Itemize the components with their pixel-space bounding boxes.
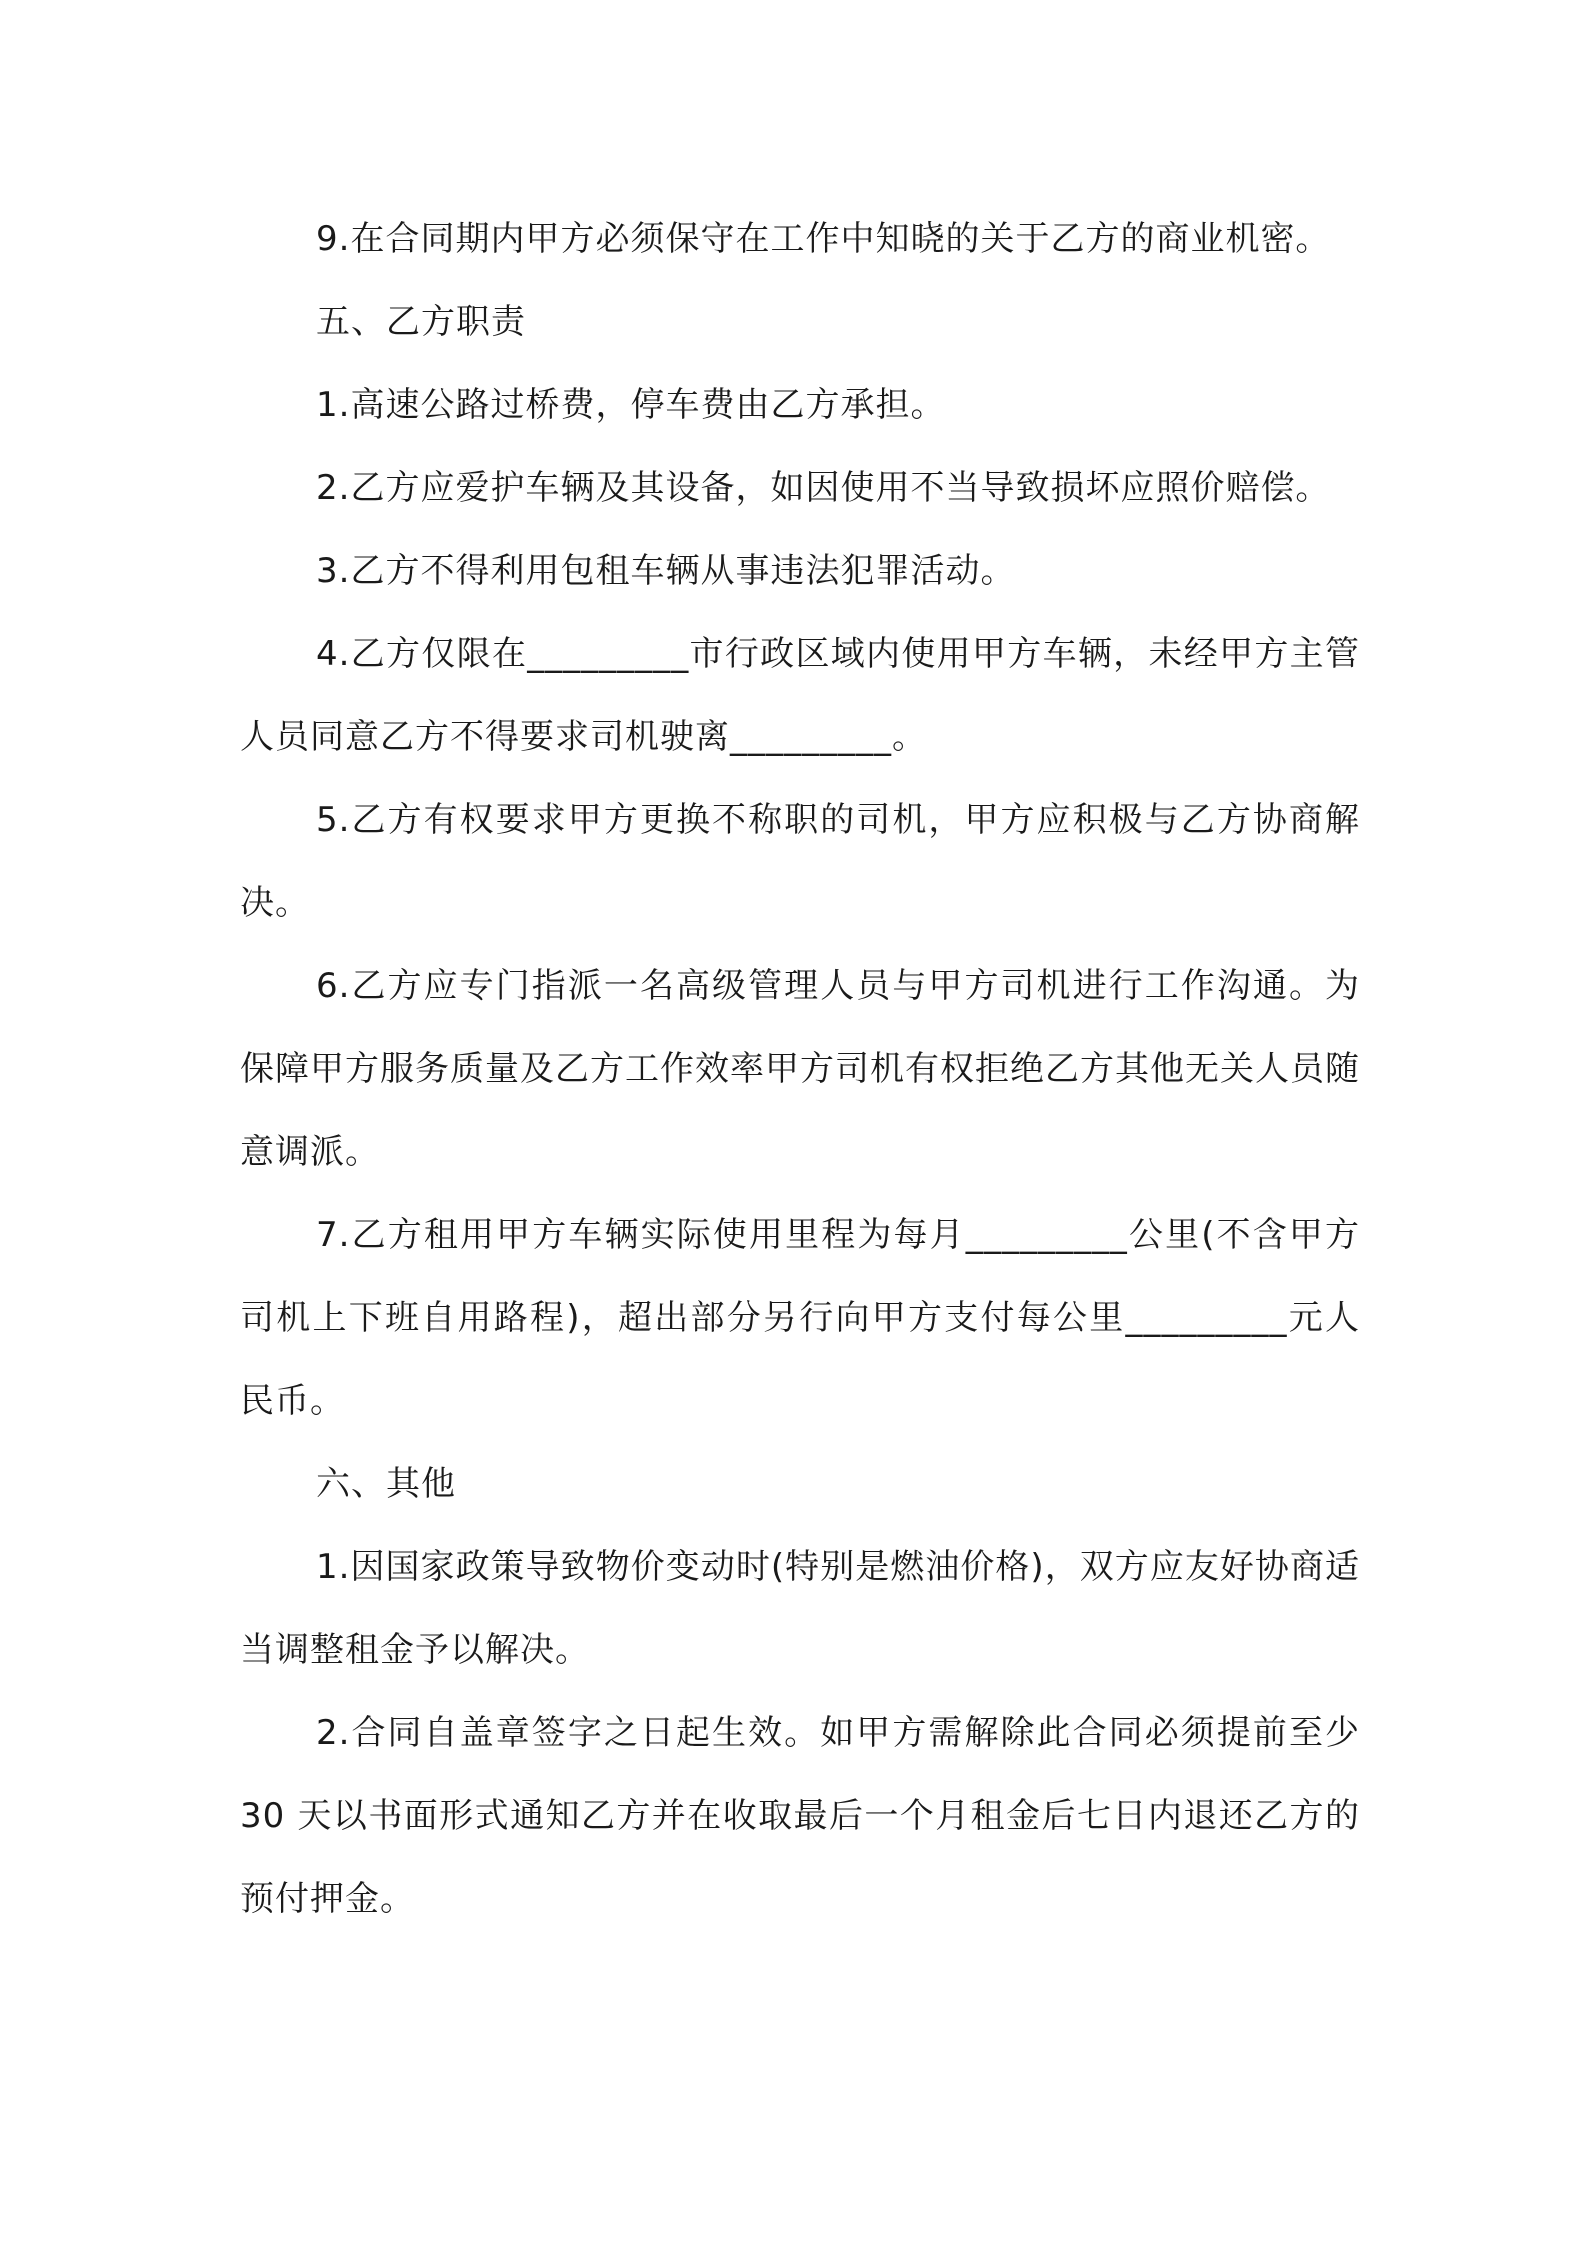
section5-heading: 五、乙方职责 (316, 302, 526, 342)
section5-item-3: 3.乙方不得利用包租车辆从事违法犯罪活动。 (316, 551, 1016, 591)
section5-item-4: 4.乙方仅限在_________市行政区域内使用甲方车辆，未经甲方主管人员同意乙方不得要求司机驶离_________。 (240, 634, 1360, 757)
section5-item-7: 7.乙方租用甲方车辆实际使用里程为每月_________公里(不含甲方司机上下班自用路程)，超出部分另行向甲方支付每公里_________元人民币。 (240, 1215, 1360, 1421)
section6-heading: 六、其他 (316, 1464, 456, 1504)
section5-item-2: 2.乙方应爱护车辆及其设备，如因使用不当导致损坏应照价赔偿。 (316, 468, 1331, 508)
section4-item-9: 9.在合同期内甲方必须保守在工作中知晓的关于乙方的商业机密。 (316, 219, 1331, 259)
section5-item-5: 5.乙方有权要求甲方更换不称职的司机，甲方应积极与乙方协商解决。 (240, 800, 1360, 923)
section6-item-1: 1.因国家政策导致物价变动时(特别是燃油价格)，双方应友好协商适当调整租金予以解决。 (240, 1547, 1360, 1670)
section5-item-6: 6.乙方应专门指派一名高级管理人员与甲方司机进行工作沟通。为保障甲方服务质量及乙方工作效率甲方司机有权拒绝乙方其他无关人员随意调派。 (240, 966, 1360, 1172)
section5-item-1: 1.高速公路过桥费，停车费由乙方承担。 (316, 385, 946, 425)
document-body (240, 198, 1372, 1941)
section6-item-2: 2.合同自盖章签字之日起生效。如甲方需解除此合同必须提前至少 30 天以书面形式通知乙方并在收取最后一个月租金后七日内退还乙方的预付押金。 (240, 1713, 1372, 1919)
